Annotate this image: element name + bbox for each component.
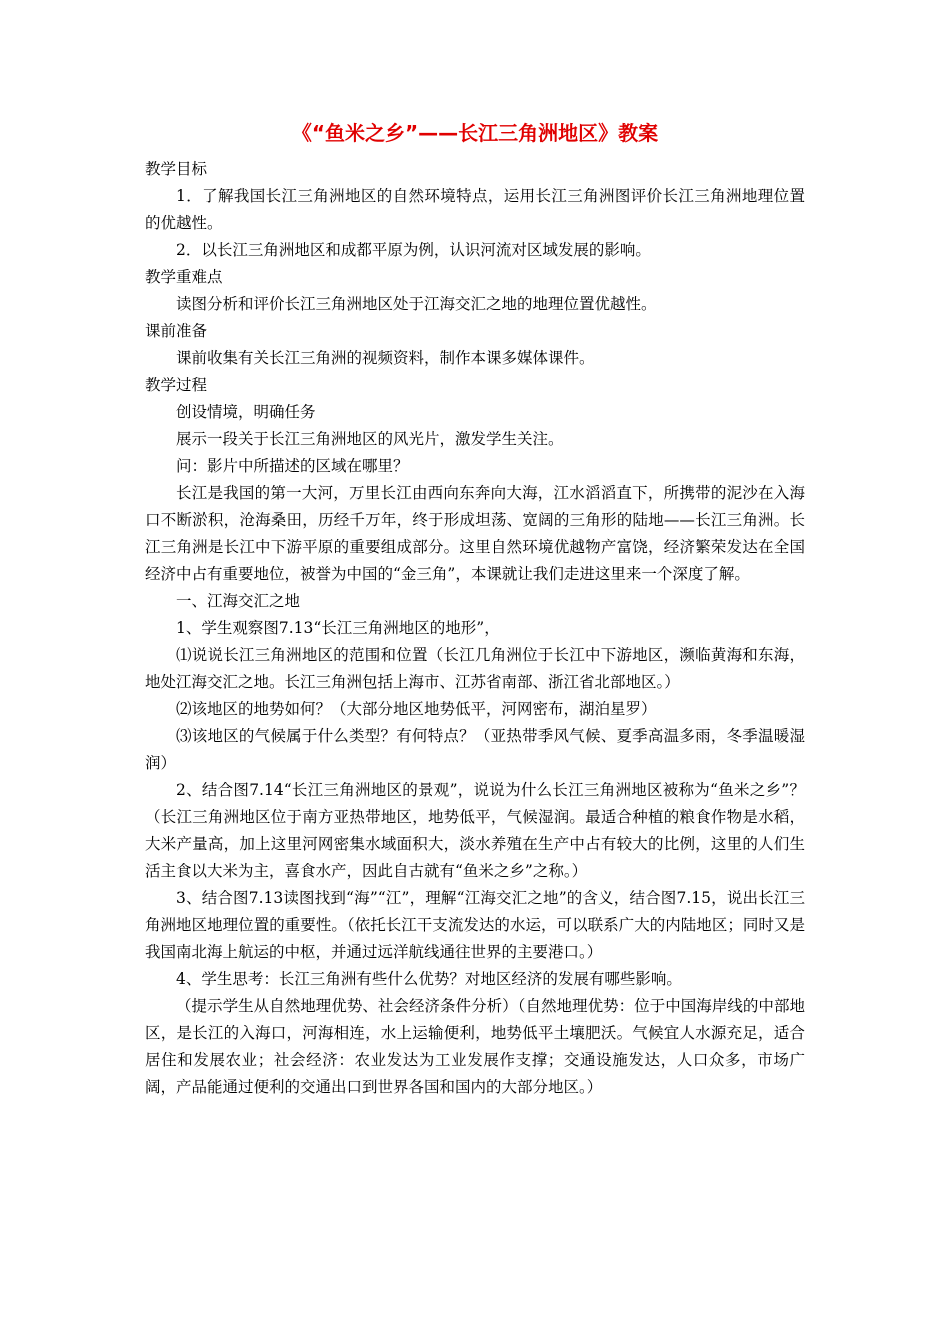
section-heading: 教学目标 <box>145 160 208 178</box>
document-page <box>145 118 805 1101</box>
paragraph: 长江是我国的第一大河，万里长江由西向东奔向大海，江水滔滔直下，所携带的泥沙在入海口不断淤积，沧海桑田，历经千万年，终于形成坦荡、宽阔的三角形的陆地——长江三角洲。长江三角洲是长江中下游平原的重要组成部分。这里自然环境优越物产富饶，经济繁荣发达在全国经济中占有重要地位，被誉为中国的“金三角”，本课就让我们走进这里来一个深度了解。 <box>145 484 805 583</box>
paragraph: ⑶该地区的气候属于什么类型？有何特点？（亚热带季风气候、夏季高温多雨，冬季温暖湿润） <box>145 727 805 772</box>
paragraph: ⑵该地区的地势如何？（大部分地区地势低平，河网密布，湖泊星罗） <box>176 700 657 718</box>
paragraph: 1．了解我国长江三角洲地区的自然环境特点，运用长江三角洲图评价长江三角洲地理位置的优越性。 <box>145 187 805 232</box>
document-title: 《“鱼米之乡”——长江三角洲地区》教案 <box>291 121 659 145</box>
section-heading: 课前准备 <box>145 322 208 340</box>
section-process <box>145 372 805 1101</box>
paragraph: 展示一段关于长江三角洲地区的风光片，激发学生关注。 <box>176 430 564 448</box>
paragraph: 一、江海交汇之地 <box>176 592 301 610</box>
paragraph: 1、学生观察图7.13“长江三角洲地区的地形”， <box>176 619 500 637</box>
section-objectives <box>145 156 805 264</box>
paragraph: 4、学生思考：长江三角洲有些什么优势？对地区经济的发展有哪些影响。 <box>176 970 682 988</box>
paragraph: 问：影片中所描述的区域在哪里？ <box>176 457 409 475</box>
section-heading: 教学过程 <box>145 376 208 394</box>
paragraph: ⑴说说长江三角洲地区的范围和位置（长江几角洲位于长江中下游地区，濒临黄海和东海，地处江海交汇之地。长江三角洲包括上海市、江苏省南部、浙江省北部地区。） <box>145 646 805 691</box>
paragraph: （提示学生从自然地理优势、社会经济条件分析）（自然地理优势：位于中国海岸线的中部地区，是长江的入海口，河海相连，水上运输便利，地势低平土壤肥沃。气候宜人水源充足，适合居住和发展农业；社会经济：农业发达为工业发展作支撑；交通设施发达，人口众多，市场广阔，产品能通过便利的交通出口到世界各国和国内的大部分地区。） <box>145 997 805 1096</box>
paragraph: 创设情境，明确任务 <box>176 403 316 421</box>
paragraph: 2、结合图7.14“长江三角洲地区的景观”，说说为什么长江三角洲地区被称为“鱼米之乡”？（长江三角洲地区位于南方亚热带地区，地势低平，气候湿润。最适合种植的粮食作物是水稻，大米产量高，加上这里河网密集水域面积大，淡水养殖在生产中占有较大的比例，这里的人们生活主食以大米为主，喜食水产，因此自古就有“鱼米之乡”之称。） <box>145 781 805 880</box>
paragraph: 课前收集有关长江三角洲的视频资料，制作本课多媒体课件。 <box>176 349 595 367</box>
section-heading: 教学重难点 <box>145 268 223 286</box>
paragraph: 2．以长江三角洲地区和成都平原为例，认识河流对区域发展的影响。 <box>176 241 651 259</box>
section-key-points <box>145 264 805 318</box>
paragraph: 读图分析和评价长江三角洲地区处于江海交汇之地的地理位置优越性。 <box>176 295 657 313</box>
section-preparation <box>145 318 805 372</box>
paragraph: 3、结合图7.13读图找到“海”“江”，理解“江海交汇之地”的含义，结合图7.15，说出长江三角洲地区地理位置的重要性。（依托长江干支流发达的水运，可以联系广大的内陆地区；同时又是我国南北海上航运的中枢，并通过远洋航线通往世界的主要港口。） <box>145 889 805 961</box>
